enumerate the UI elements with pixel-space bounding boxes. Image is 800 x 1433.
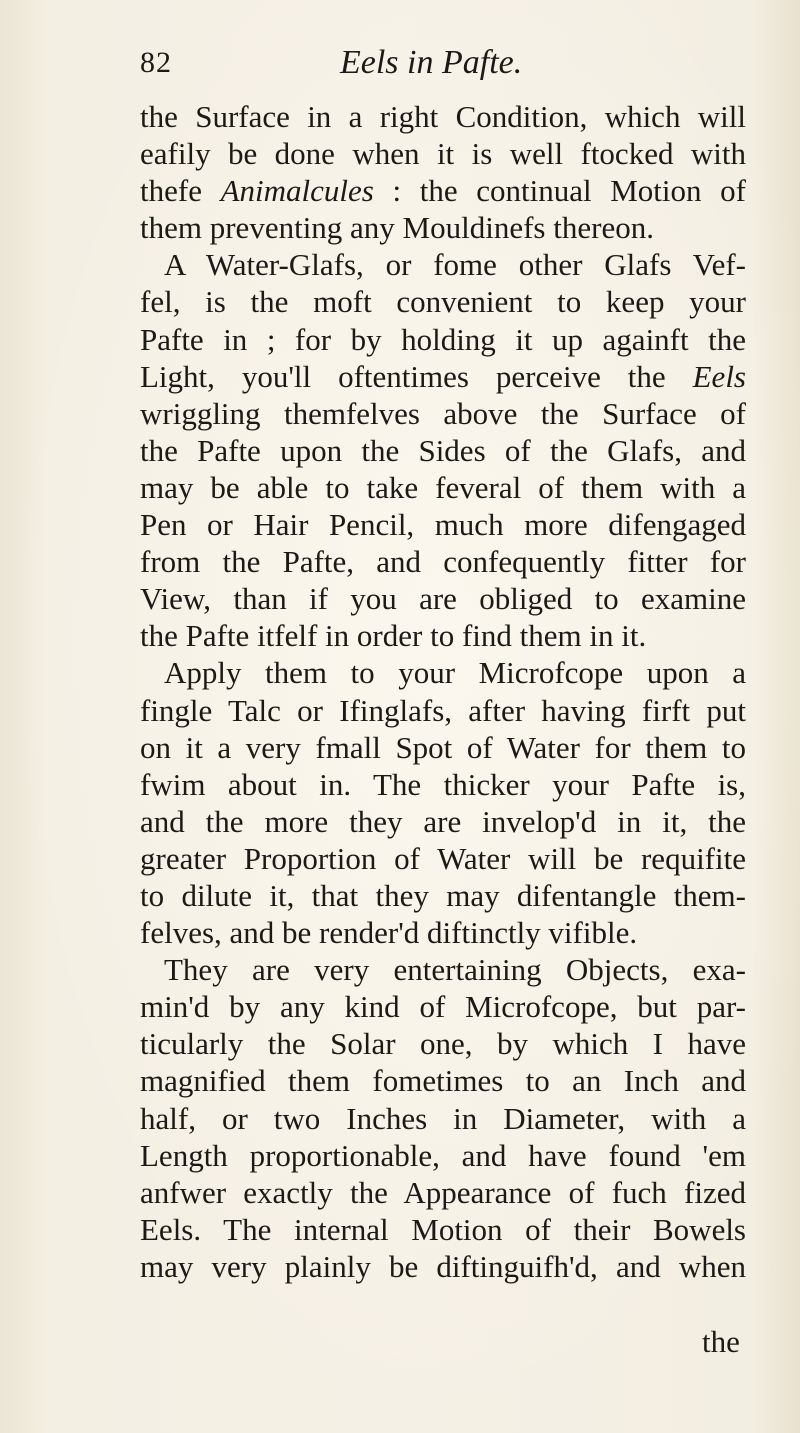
italic-text: Animalcules: [220, 173, 374, 209]
text-run: min'd by any kind of Microfcope, but par-: [140, 989, 746, 1025]
text-line: [140, 1025, 746, 1062]
text-line: [140, 246, 746, 283]
text-run: and the more they are invelop'd in it, the: [140, 803, 746, 839]
text-line: [140, 358, 746, 395]
text-line: [140, 988, 746, 1025]
text-run: to dilute it, that they may difentangle them-: [140, 877, 746, 913]
text-line: [140, 432, 746, 469]
text-run: A Water-Glafs, or fome other Glafs Vef-: [164, 247, 746, 283]
text-run: Apply them to your Microfcope upon a: [164, 655, 746, 691]
text-run: the Pafte upon the Sides of the Glafs, and: [140, 432, 746, 468]
text-run: felves, and be render'd diftinctly vifible.: [140, 915, 638, 951]
text-run: half, or two Inches in Diameter, with a: [140, 1100, 746, 1136]
text-line: [140, 654, 746, 691]
text-line: [140, 692, 746, 729]
text-line: [140, 395, 746, 432]
text-run: greater Proportion of Water will be requifite: [140, 840, 746, 876]
text-run: Light, you'll oftentimes perceive the: [140, 358, 693, 394]
text-line: [140, 951, 746, 988]
text-run: magnified them fometimes to an Inch and: [140, 1063, 746, 1099]
text-run: the Pafte itfelf in order to find them in it.: [140, 618, 647, 654]
text-line: [140, 803, 746, 840]
text-line: [140, 1211, 746, 1248]
text-run: may very plainly be diftinguifh'd, and when: [140, 1248, 746, 1284]
text-line: [140, 98, 746, 135]
text-line: [140, 321, 746, 358]
text-run: Pafte in ; for by holding it up againft the: [140, 321, 746, 357]
text-run: eafily be done when it is well ftocked with: [140, 136, 746, 172]
text-line: [140, 1100, 746, 1137]
text-line: [140, 617, 746, 654]
catchword: the: [702, 1324, 740, 1359]
text-run: Pen or Hair Pencil, much more difengaged: [140, 507, 746, 543]
text-line: [140, 469, 746, 506]
text-run: wriggling themfelves above the Surface of: [140, 395, 746, 431]
text-run: thefe: [140, 173, 221, 209]
text-line: [140, 729, 746, 766]
text-run: They are very entertaining Objects, exa-: [164, 952, 746, 988]
text-run: fwim about in. The thicker your Pafte is,: [140, 766, 746, 802]
text-line: [140, 580, 746, 617]
text-run: from the Pafte, and confequently fitter for: [140, 544, 746, 580]
page-number: 82: [140, 46, 172, 79]
text-line: [140, 766, 746, 803]
text-line: [140, 1174, 746, 1211]
text-line: [140, 840, 746, 877]
text-run: them preventing any Mouldinefs thereon.: [140, 210, 654, 246]
text-line: [140, 914, 746, 951]
italic-text: Eels: [692, 358, 746, 394]
text-line: [140, 506, 746, 543]
text-run: fel, is the moft convenient to keep your: [140, 284, 746, 320]
body-text: [140, 98, 746, 1285]
text-line: [140, 283, 746, 320]
text-line: [140, 135, 746, 172]
text-line: [140, 1137, 746, 1174]
text-line: [140, 1062, 746, 1099]
text-run: anfwer exactly the Appearance of fuch fized: [140, 1174, 746, 1210]
text-run: on it a very fmall Spot of Water for them to: [140, 729, 746, 765]
text-run: : the continual Motion of: [373, 173, 746, 209]
text-run: fingle Talc or Ifinglafs, after having firft put: [140, 692, 746, 728]
text-line: [140, 1248, 746, 1285]
text-line: [140, 877, 746, 914]
text-line: [140, 209, 746, 246]
text-run: Length proportionable, and have found 'em: [140, 1137, 746, 1173]
text-run: View, than if you are obliged to examine: [140, 581, 746, 617]
text-line: [140, 543, 746, 580]
page-header: [140, 42, 740, 88]
text-line: [140, 172, 746, 209]
text-run: Eels. The internal Motion of their Bowels: [140, 1211, 746, 1247]
text-run: ticularly the Solar one, by which I have: [140, 1026, 746, 1062]
text-run: the Surface in a right Condition, which will: [140, 99, 746, 134]
running-title: Eels in Pafte.: [340, 44, 523, 81]
text-run: may be able to take feveral of them with a: [140, 469, 746, 505]
